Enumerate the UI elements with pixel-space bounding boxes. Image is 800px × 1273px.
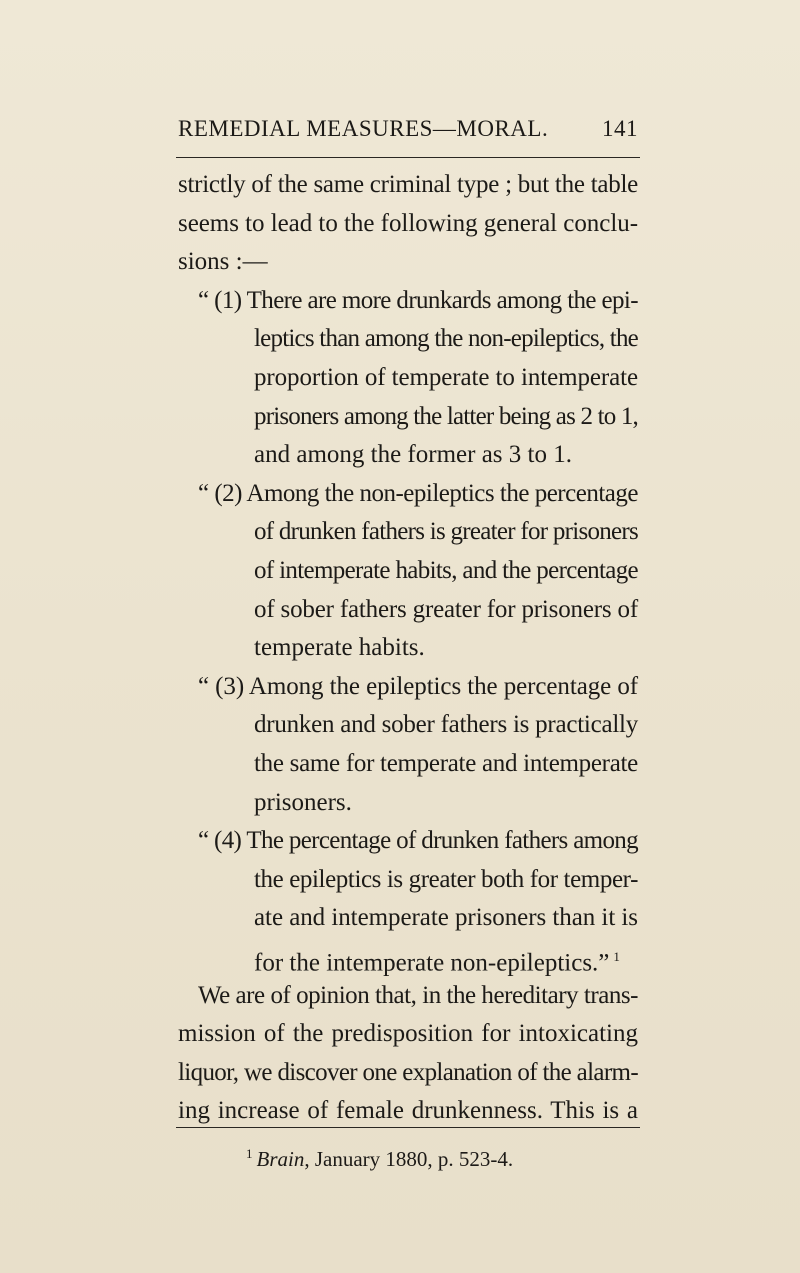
footnote-reference: 1 bbox=[613, 949, 620, 964]
text-line bbox=[254, 746, 638, 782]
body-text bbox=[178, 167, 638, 1125]
footnote-citation: , January 1880, p. 523-4. bbox=[304, 1147, 514, 1171]
text-line-content: ate and intemperate prisoners than it is bbox=[254, 904, 638, 932]
footnote-rule bbox=[176, 1127, 640, 1128]
text-line bbox=[198, 476, 638, 512]
text-line-content: strictly of the same criminal type ; but the table bbox=[178, 171, 638, 198]
text-line-content: leptics than among the non-epileptics, the bbox=[254, 325, 638, 353]
text-line bbox=[254, 321, 638, 357]
text-line bbox=[254, 785, 352, 821]
text-line bbox=[198, 823, 638, 859]
text-line bbox=[254, 707, 638, 743]
text-line bbox=[254, 437, 572, 473]
text-line-content: “ (4) The percentage of drunken fathers among bbox=[198, 827, 638, 855]
text-line-content: temperate habits. bbox=[254, 634, 425, 662]
text-line bbox=[178, 1055, 638, 1091]
text-line-content: of intemperate habits, and the percentage bbox=[254, 557, 638, 584]
text-line-content: “ (2) Among the non-epileptics the percentage bbox=[198, 479, 638, 507]
text-line bbox=[254, 360, 638, 396]
text-line bbox=[198, 283, 638, 319]
text-line bbox=[198, 669, 638, 705]
text-line bbox=[254, 900, 638, 936]
text-line-content: the same for temperate and intemperate bbox=[254, 750, 638, 777]
text-line-content: for the intemperate non-epileptics.” bbox=[254, 949, 610, 977]
footnote bbox=[246, 1146, 513, 1172]
text-line bbox=[198, 978, 638, 1014]
text-line-content: seems to lead to the following general conclu- bbox=[178, 209, 638, 237]
text-line-content: of drunken fathers is greater for prisoners bbox=[254, 518, 638, 546]
text-line-content: “ (1) There are more drunkards among the epi- bbox=[198, 286, 638, 314]
text-line bbox=[254, 862, 638, 898]
running-header bbox=[178, 116, 638, 148]
running-title: REMEDIAL MEASURES—MORAL. bbox=[178, 116, 549, 141]
footnote-journal: Brain bbox=[256, 1147, 305, 1171]
text-line bbox=[178, 206, 638, 242]
text-line-content: drunken and sober fathers is practically bbox=[254, 711, 638, 739]
text-line-content: mission of the predisposition for intoxicating bbox=[178, 1020, 638, 1048]
footnote-mark: 1 bbox=[246, 1146, 253, 1161]
text-line-content: prisoners among the latter being as 2 to 1, bbox=[254, 402, 638, 430]
text-line bbox=[254, 553, 638, 589]
text-line-content: prisoners. bbox=[254, 788, 352, 816]
text-line bbox=[178, 244, 268, 280]
text-line bbox=[254, 399, 638, 435]
text-line bbox=[254, 592, 638, 628]
text-line bbox=[254, 514, 638, 550]
text-line-content: liquor, we discover one explanation of the alarm- bbox=[178, 1058, 638, 1086]
text-line bbox=[254, 630, 425, 666]
text-line-content: of sober fathers greater for prisoners of bbox=[254, 595, 638, 623]
text-line-content: proportion of temperate to intemperate bbox=[254, 364, 638, 391]
text-line-content: We are of opinion that, in the hereditary trans- bbox=[198, 981, 638, 1009]
page-number: 141 bbox=[602, 116, 638, 141]
text-line bbox=[178, 1093, 638, 1129]
text-line-content: the epileptics is greater both for temper- bbox=[254, 865, 638, 893]
text-line-content: sions :— bbox=[178, 248, 268, 276]
header-rule bbox=[176, 157, 640, 158]
text-line-content: “ (3) Among the epileptics the percentage of bbox=[198, 672, 638, 700]
text-line bbox=[254, 939, 620, 975]
text-line-content: ing increase of female drunkenness. This is a bbox=[178, 1097, 638, 1125]
text-line bbox=[178, 1016, 638, 1052]
text-line-content: and among the former as 3 to 1. bbox=[254, 441, 572, 469]
text-line bbox=[178, 167, 638, 203]
